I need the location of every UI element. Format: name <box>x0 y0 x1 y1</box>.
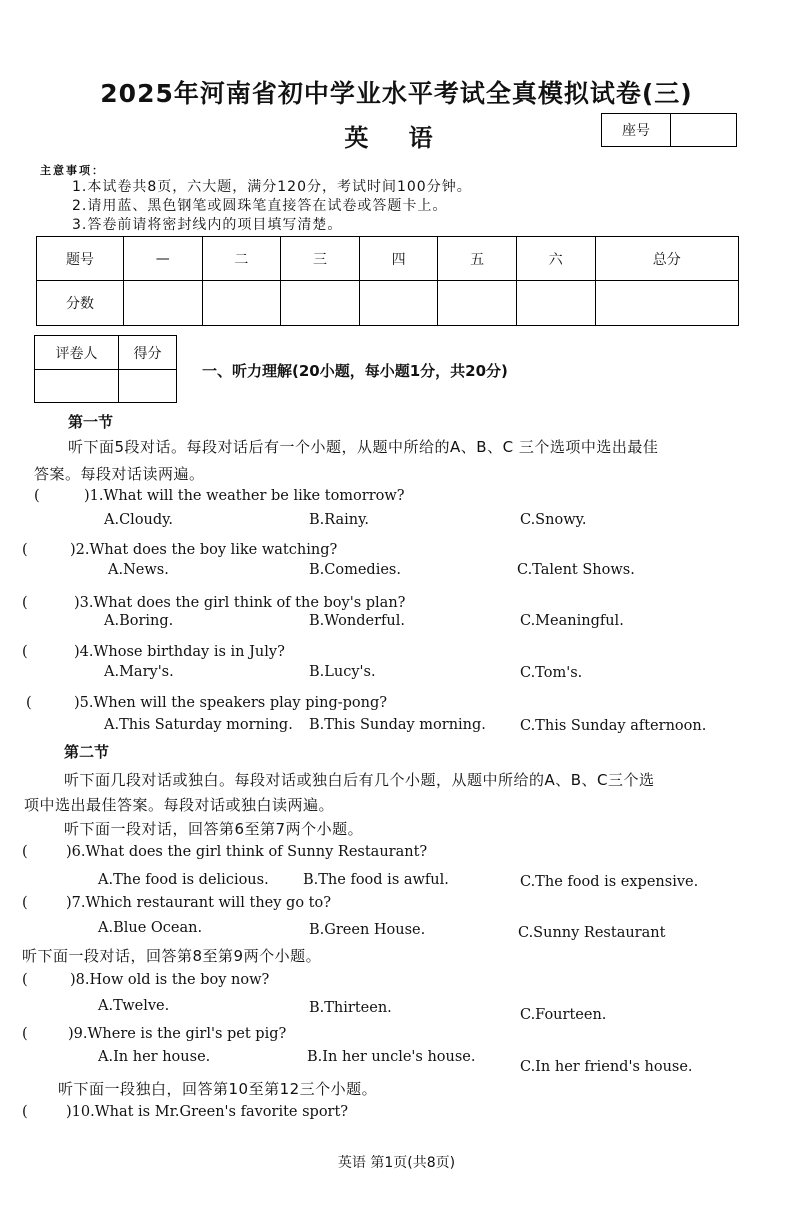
option-c[interactable]: C.Talent Shows. <box>517 562 635 578</box>
option-c[interactable]: C.Snowy. <box>520 512 587 528</box>
question-text: )6.What does the girl think of Sunny Restaurant? <box>66 844 428 860</box>
question-text: )1.What will the weather be like tomorrow? <box>84 488 405 504</box>
option-a[interactable]: A.News. <box>108 562 169 578</box>
exam-title: 2025年河南省初中学业水平考试全真模拟试卷(三) <box>100 79 693 108</box>
subject-title: 英 语 <box>344 124 449 152</box>
part-2-instruction: 听下面几段对话或独白。每段对话或独白后有几个小题，从题中所给的A、B、C三个选 <box>64 771 655 789</box>
part-1-instruction: 听下面5段对话。每段对话后有一个小题，从题中所给的A、B、C 三个选项中选出最佳 <box>68 438 659 456</box>
seat-number-field[interactable] <box>671 114 736 146</box>
part-1-instruction-cont: 答案。每段对话读两遍。 <box>34 465 205 483</box>
score-cell[interactable] <box>438 281 517 326</box>
score-cell[interactable] <box>119 370 177 403</box>
question-text: )10.What is Mr.Green's favorite sport? <box>66 1104 349 1120</box>
score-cell[interactable] <box>595 281 738 326</box>
question-text: )4.Whose birthday is in July? <box>74 644 285 660</box>
option-a[interactable]: A.This Saturday morning. <box>104 717 293 733</box>
answer-paren[interactable]: ( <box>22 1026 28 1042</box>
part-1-title: 第一节 <box>68 413 114 431</box>
question-text: )7.Which restaurant will they go to? <box>66 895 331 911</box>
option-b[interactable]: B.Lucy's. <box>309 664 376 680</box>
option-a[interactable]: A.The food is delicious. <box>98 872 269 888</box>
question-text: )3.What does the girl think of the boy's plan? <box>74 595 406 611</box>
score-header-cell: 五 <box>438 237 517 281</box>
seat-number-label: 座号 <box>602 114 671 146</box>
option-a[interactable]: A.Twelve. <box>98 998 170 1014</box>
score-header-cell: 六 <box>516 237 595 281</box>
answer-paren[interactable]: ( <box>34 488 40 504</box>
option-b[interactable]: B.Green House. <box>309 922 426 938</box>
score-table-score-row <box>37 281 739 326</box>
reviewer-cell[interactable] <box>35 370 119 403</box>
dialogue-instruction: 听下面一段对话，回答第8至第9两个小题。 <box>22 947 322 965</box>
answer-paren[interactable]: ( <box>22 542 28 558</box>
score-cell[interactable] <box>281 281 360 326</box>
answer-paren[interactable]: ( <box>22 844 28 860</box>
option-c[interactable]: C.This Sunday afternoon. <box>520 718 707 734</box>
question-text: )9.Where is the girl's pet pig? <box>68 1026 287 1042</box>
option-b[interactable]: B.Rainy. <box>309 512 370 528</box>
score-label: 得分 <box>119 336 177 370</box>
page-footer: 英语 第1页(共8页) <box>337 1155 456 1171</box>
option-c[interactable]: C.The food is expensive. <box>520 874 699 890</box>
answer-paren[interactable]: ( <box>22 972 28 988</box>
score-header-cell: — <box>124 237 203 281</box>
option-c[interactable]: C.Meaningful. <box>520 613 624 629</box>
score-cell[interactable] <box>202 281 281 326</box>
option-c[interactable]: C.Fourteen. <box>520 1007 607 1023</box>
score-table <box>36 236 739 326</box>
answer-paren[interactable]: ( <box>22 895 28 911</box>
notice-item-2: 2.请用蓝、黑色钢笔或圆珠笔直接答在试卷或答题卡上。 <box>72 198 448 214</box>
question-text: )5.When will the speakers play ping-pong? <box>74 695 388 711</box>
option-c[interactable]: C.Tom's. <box>520 665 583 681</box>
option-b[interactable]: B.Wonderful. <box>309 613 405 629</box>
option-c[interactable]: C.In her friend's house. <box>520 1059 693 1075</box>
score-cell[interactable] <box>516 281 595 326</box>
option-a[interactable]: A.Cloudy. <box>104 512 174 528</box>
score-header-cell: 总分 <box>595 237 738 281</box>
score-header-cell: 题号 <box>37 237 124 281</box>
option-b[interactable]: B.In her uncle's house. <box>307 1049 476 1065</box>
option-b[interactable]: B.This Sunday morning. <box>309 717 486 733</box>
option-b[interactable]: B.The food is awful. <box>303 872 449 888</box>
notice-item-3: 3.答卷前请将密封线内的项目填写清楚。 <box>72 217 343 233</box>
grader-table <box>34 335 177 403</box>
score-header-cell: 三 <box>281 237 360 281</box>
answer-paren[interactable]: ( <box>22 595 28 611</box>
question-text: )8.How old is the boy now? <box>70 972 270 988</box>
monologue-instruction: 听下面一段独白，回答第10至第12三个小题。 <box>58 1080 378 1098</box>
option-b[interactable]: B.Thirteen. <box>309 1000 392 1016</box>
option-c[interactable]: C.Sunny Restaurant <box>518 925 666 941</box>
question-text: )2.What does the boy like watching? <box>70 542 338 558</box>
score-header-cell: 四 <box>359 237 438 281</box>
reviewer-label: 评卷人 <box>35 336 119 370</box>
answer-paren[interactable]: ( <box>22 644 28 660</box>
option-a[interactable]: A.Mary's. <box>104 664 174 680</box>
option-a[interactable]: A.Boring. <box>104 613 174 629</box>
score-header-cell: 二 <box>202 237 281 281</box>
notice-heading: 主意事项： <box>40 164 105 177</box>
answer-paren[interactable]: ( <box>26 695 32 711</box>
part-2-instruction-cont: 项中选出最佳答案。每段对话或独白读两遍。 <box>24 796 335 814</box>
part-2-title: 第二节 <box>64 743 110 761</box>
dialogue-instruction: 听下面一段对话，回答第6至第7两个小题。 <box>64 820 364 838</box>
answer-paren[interactable]: ( <box>22 1104 28 1120</box>
score-cell[interactable] <box>124 281 203 326</box>
option-a[interactable]: A.In her house. <box>98 1049 211 1065</box>
section-title: 一、听力理解(20小题，每小题1分，共20分) <box>202 362 508 380</box>
seat-number-box <box>601 113 737 147</box>
option-b[interactable]: B.Comedies. <box>309 562 401 578</box>
option-a[interactable]: A.Blue Ocean. <box>98 920 203 936</box>
notice-item-1: 1.本试卷共8页，六大题，满分120分，考试时间100分钟。 <box>72 179 472 195</box>
score-cell[interactable] <box>359 281 438 326</box>
score-table-header-row <box>37 237 739 281</box>
score-row-label: 分数 <box>37 281 124 326</box>
